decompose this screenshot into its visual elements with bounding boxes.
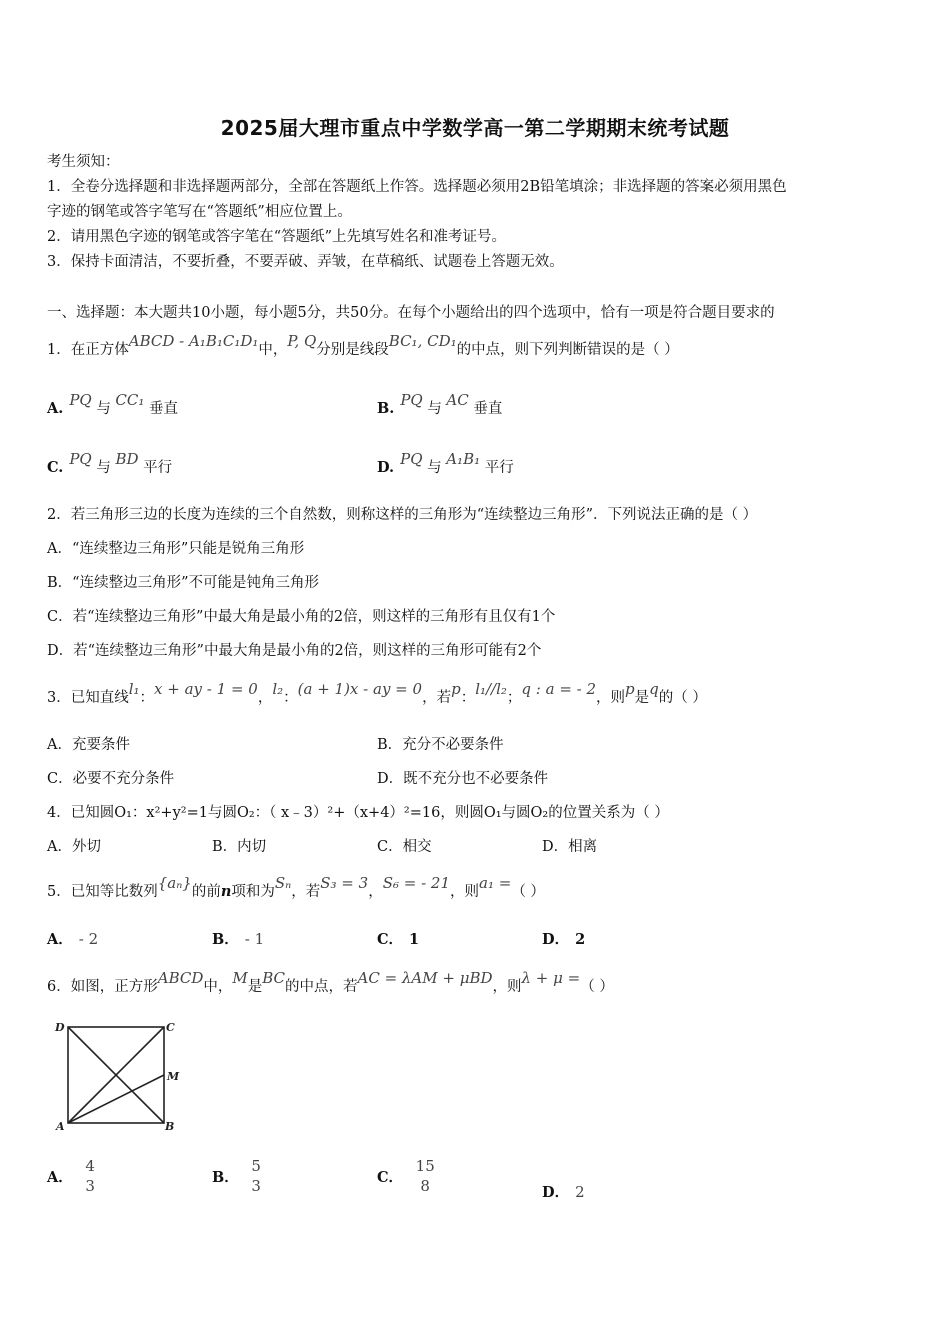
question-6-stem: 6．如图，正方形ABCD中，M是BC的中点，若AC = λAM + μBD，则λ + μ =（ ） [47, 969, 614, 995]
q4-option-d[interactable]: D．相离 [542, 839, 598, 855]
q4-option-b[interactable]: B．内切 [212, 839, 267, 855]
q4-option-a[interactable]: A．外切 [47, 839, 101, 855]
q6-option-c[interactable]: C． 15 8 [377, 1157, 435, 1195]
label-b: B [165, 1120, 175, 1133]
label-a: A [56, 1120, 65, 1133]
section-heading: 一、选择题：本大题共10小题，每小题5分，共50分。在每个小题给出的四个选项中，恰有一项是符合题目要求的 [47, 305, 775, 321]
notice-item-1-cont: 字迹的钢笔或答字笔写在“答题纸”相应位置上。 [47, 204, 352, 220]
q1-option-a[interactable]: A. PQ 与 CC₁ 垂直 [47, 391, 178, 417]
cube-name: ABCD - A₁B₁C₁D₁ [128, 332, 259, 350]
label-d: D [55, 1021, 65, 1034]
q5-option-d[interactable]: D． 2 [542, 931, 586, 948]
question-5-stem: 5．已知等比数列{aₙ}的前n项和为Sₙ，若S₃ = 3，S₆ = - 21，则a₁ =（ ） [47, 874, 545, 900]
question-3-stem: 3．已知直线l₁：x + ay - 1 = 0，l₂：(a + 1)x - ay = 0，若p：l₁//l₂；q : a = - 2，则p是q的（ ） [47, 680, 707, 706]
question-4-stem: 4．已知圆O₁：x²+y²=1与圆O₂：（ x﹣3）²+（x+4）²=16，则圆O₁与圆O₂的位置关系为（ ） [47, 805, 669, 821]
label-c: C [166, 1021, 175, 1034]
label-m: M [167, 1070, 180, 1083]
q2-option-c[interactable]: C．若“连续整边三角形”中最大角是最小角的2倍，则这样的三角形有且仅有1个 [47, 609, 556, 625]
question-1-stem: 1．在正方体ABCD - A₁B₁C₁D₁中，P, Q分别是线段BC₁, CD₁的中点，则下列判断错误的是（ ） [47, 332, 679, 358]
q3-option-c[interactable]: C．必要不充分条件 [47, 771, 175, 787]
notice-item-2: 2．请用黑色字迹的钢笔或答字笔在“答题纸”上先填写姓名和准考证号。 [47, 229, 507, 245]
q6-option-d[interactable]: D． 2 [542, 1183, 585, 1201]
question-2-stem: 2．若三角形三边的长度为连续的三个自然数，则称这样的三角形为“连续整边三角形”．下列说法正确的是（ ） [47, 507, 758, 523]
notice-item-3: 3．保持卡面清洁，不要折叠，不要弄破、弄皱，在草稿纸、试题卷上答题无效。 [47, 254, 564, 270]
square-figure [52, 1018, 192, 1133]
q2-option-d[interactable]: D．若“连续整边三角形”中最大角是最小角的2倍，则这样的三角形可能有2个 [47, 643, 542, 659]
q4-option-c[interactable]: C．相交 [377, 839, 432, 855]
q1-option-d[interactable]: D. PQ 与 A₁B₁ 平行 [377, 450, 514, 476]
page-title: 2025届大理市重点中学数学高一第二学期期末统考试题 [220, 116, 730, 140]
q1-option-c[interactable]: C. PQ 与 BD 平行 [47, 450, 173, 476]
q6-option-a[interactable]: A． 4 3 [47, 1157, 95, 1195]
q5-option-a[interactable]: A． - 2 [47, 930, 99, 948]
q2-option-a[interactable]: A．“连续整边三角形”只能是锐角三角形 [47, 541, 305, 557]
q3-option-a[interactable]: A．充要条件 [47, 737, 130, 753]
q2-option-b[interactable]: B．“连续整边三角形”不可能是钝角三角形 [47, 575, 319, 591]
q3-option-d[interactable]: D．既不充分也不必要条件 [377, 771, 549, 787]
q6-option-b[interactable]: B． 5 3 [212, 1157, 261, 1195]
q5-option-b[interactable]: B． - 1 [212, 930, 265, 948]
notice-item-1: 1．全卷分选择题和非选择题两部分，全部在答题纸上作答。选择题必须用2B铅笔填涂；非选择题的答案必须用黑色 [47, 179, 787, 195]
segment-am [68, 1075, 164, 1123]
q1-option-b[interactable]: B. PQ 与 AC 垂直 [377, 391, 503, 417]
q5-option-c[interactable]: C． 1 [377, 931, 420, 948]
q3-option-b[interactable]: B．充分不必要条件 [377, 737, 504, 753]
notice-heading: 考生须知： [47, 154, 120, 170]
